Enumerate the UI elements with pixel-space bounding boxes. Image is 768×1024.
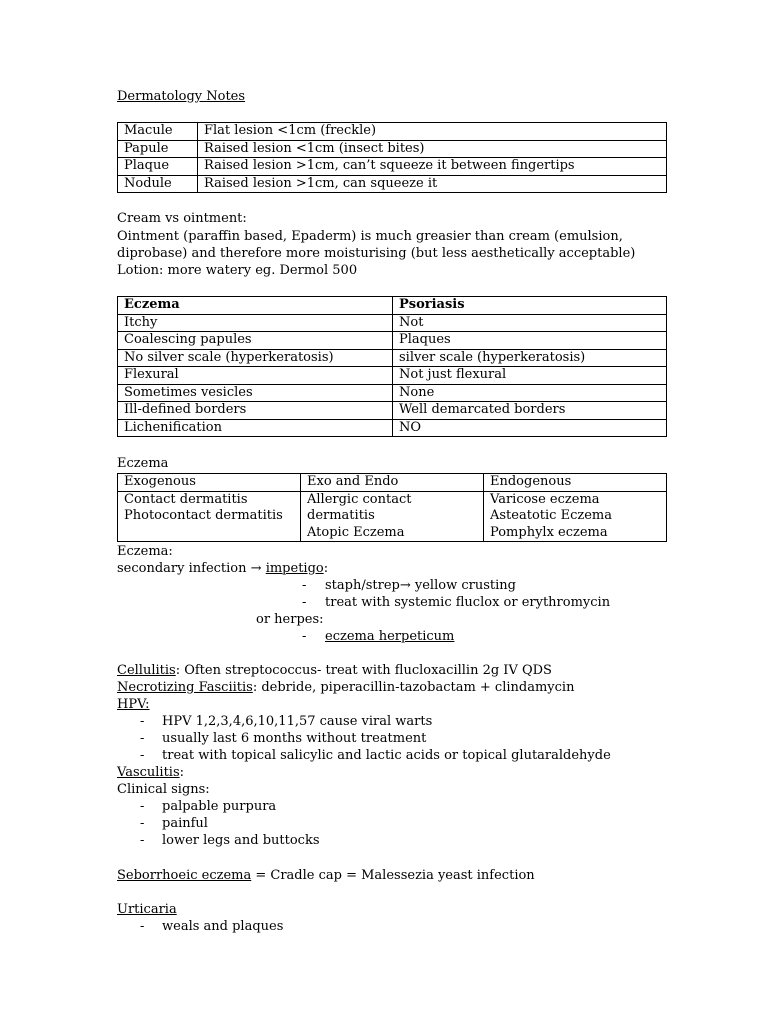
arrow-icon: → xyxy=(399,578,411,593)
table-cell: Not just flexural xyxy=(393,367,667,385)
list-item: treat with topical salicylic and lactic acids or topical glutaraldehyde xyxy=(162,748,611,763)
table-row xyxy=(118,140,667,158)
seborrhoeic-text: = Cradle cap = Malessezia yeast infection xyxy=(251,868,535,883)
secondary-text: secondary infection xyxy=(117,561,251,576)
urticaria-label: Urticaria xyxy=(117,902,177,917)
table-cell: Flat lesion <1cm (freckle) xyxy=(198,123,667,141)
bullet-dash: - xyxy=(140,748,145,763)
table-row xyxy=(118,402,667,420)
cell-line: dermatitis xyxy=(307,508,375,523)
necrotizing-line xyxy=(117,679,574,696)
table-cell: Plaques xyxy=(393,332,667,350)
table-cell: Sometimes vesicles xyxy=(118,384,393,402)
table-header-cell: Exogenous xyxy=(118,474,301,492)
seborrhoeic-label: Seborrhoeic eczema xyxy=(117,868,252,883)
lesions-table xyxy=(117,122,667,193)
table-cell xyxy=(118,491,301,542)
cellulitis-label: Cellulitis xyxy=(117,663,176,678)
secondary-infection-line xyxy=(117,560,328,577)
table-header-cell: Eczema xyxy=(118,297,393,315)
table-cell: Raised lesion >1cm, can’t squeeze it between fingertips xyxy=(198,158,667,176)
list-item: HPV 1,2,3,4,6,10,11,57 cause viral warts xyxy=(162,714,433,729)
table-cell: NO xyxy=(393,419,667,437)
cellulitis-line xyxy=(117,662,552,679)
table-row xyxy=(118,491,667,542)
table-cell: No silver scale (hyperkeratosis) xyxy=(118,349,393,367)
eczema-label: Eczema xyxy=(117,456,169,471)
cell-line xyxy=(124,525,300,542)
arrow-icon: → xyxy=(250,561,262,576)
table-cell: Flexural xyxy=(118,367,393,385)
bullet-dash: - xyxy=(140,816,145,831)
table-cell: Itchy xyxy=(118,314,393,332)
table-row xyxy=(118,419,667,437)
table-header-cell: Endogenous xyxy=(484,474,667,492)
table-header-row xyxy=(118,297,667,315)
seborrhoeic-line xyxy=(117,867,535,884)
table-cell: Not xyxy=(393,314,667,332)
bullet-dash: - xyxy=(140,919,145,934)
table-cell: Papule xyxy=(118,140,198,158)
bullet-dash: - xyxy=(302,629,307,644)
bullet-dash: - xyxy=(140,799,145,814)
table-row xyxy=(118,332,667,350)
or-herpes: or herpes: xyxy=(256,612,324,627)
table-row xyxy=(118,158,667,176)
table-row xyxy=(118,175,667,193)
vasculitis-line xyxy=(117,764,184,781)
table-row xyxy=(118,384,667,402)
list-item: lower legs and buttocks xyxy=(162,833,320,848)
bullet-dash: - xyxy=(140,833,145,848)
list-item: usually last 6 months without treatment xyxy=(162,731,427,746)
table-cell: Lichenification xyxy=(118,419,393,437)
page-title: Dermatology Notes xyxy=(117,89,246,104)
table-cell xyxy=(484,491,667,542)
eczema-psoriasis-table xyxy=(117,296,667,437)
hpv-label: HPV: xyxy=(117,697,150,712)
colon: : xyxy=(323,561,329,576)
clinical-signs: Clinical signs: xyxy=(117,782,210,797)
bullet-dash: - xyxy=(140,714,145,729)
cellulitis-text: : Often streptococcus- treat with flucloxacillin 2g IV QDS xyxy=(175,663,552,678)
list-item: weals and plaques xyxy=(162,919,284,934)
staph-rest: yellow crusting xyxy=(410,578,516,593)
table-header-cell: Psoriasis xyxy=(393,297,667,315)
bullet-dash: - xyxy=(140,731,145,746)
bullet-dash: - xyxy=(302,578,307,593)
table-row xyxy=(118,123,667,141)
eczema-types-table xyxy=(117,473,667,542)
vasculitis-label: Vasculitis xyxy=(117,765,180,780)
cell-line: Varicose eczema xyxy=(490,491,600,507)
table-row xyxy=(118,314,667,332)
cell-line: Allergic contact xyxy=(307,491,412,507)
necrotizing-label: Necrotizing Fasciitis xyxy=(117,680,253,695)
cream-line: diprobase) and therefore more moisturising (but less aesthetically acceptable) xyxy=(117,246,636,261)
list-item: eczema herpeticum xyxy=(325,629,455,644)
impetigo-term: impetigo xyxy=(265,561,324,576)
cream-heading: Cream vs ointment: xyxy=(117,211,247,226)
table-row xyxy=(118,349,667,367)
table-header-cell: Exo and Endo xyxy=(301,474,484,492)
necrotizing-text: : debride, piperacillin-tazobactam + clindamycin xyxy=(252,680,575,695)
list-item xyxy=(325,577,516,594)
table-row xyxy=(118,367,667,385)
table-cell xyxy=(301,491,484,542)
cream-line: Ointment (paraffin based, Epaderm) is much greasier than cream (emulsion, xyxy=(117,229,623,244)
table-cell: Plaque xyxy=(118,158,198,176)
table-cell: Raised lesion <1cm (insect bites) xyxy=(198,140,667,158)
list-item: palpable purpura xyxy=(162,799,277,814)
bullet-dash: - xyxy=(302,595,307,610)
table-cell: Raised lesion >1cm, can squeeze it xyxy=(198,175,667,193)
cell-line: Pomphylx eczema xyxy=(490,524,608,540)
eczema-heading: Eczema: xyxy=(117,544,173,559)
cell-line: Asteatotic Eczema xyxy=(490,508,612,523)
table-cell: Well demarcated borders xyxy=(393,402,667,420)
list-item: treat with systemic fluclox or erythromycin xyxy=(325,595,611,610)
table-cell: Macule xyxy=(118,123,198,141)
table-cell: Ill-defined borders xyxy=(118,402,393,420)
table-cell: None xyxy=(393,384,667,402)
colon: : xyxy=(179,765,185,780)
staph-text: staph/strep xyxy=(325,578,400,593)
lotion-line: Lotion: more watery eg. Dermol 500 xyxy=(117,263,358,278)
list-item: painful xyxy=(162,816,208,831)
table-header-row xyxy=(118,474,667,492)
table-cell: Coalescing papules xyxy=(118,332,393,350)
table-cell: silver scale (hyperkeratosis) xyxy=(393,349,667,367)
cell-line: Photocontact dermatitis xyxy=(124,508,283,523)
cell-line: Contact dermatitis xyxy=(124,491,248,507)
table-cell: Nodule xyxy=(118,175,198,193)
cell-line: Atopic Eczema xyxy=(307,524,405,540)
